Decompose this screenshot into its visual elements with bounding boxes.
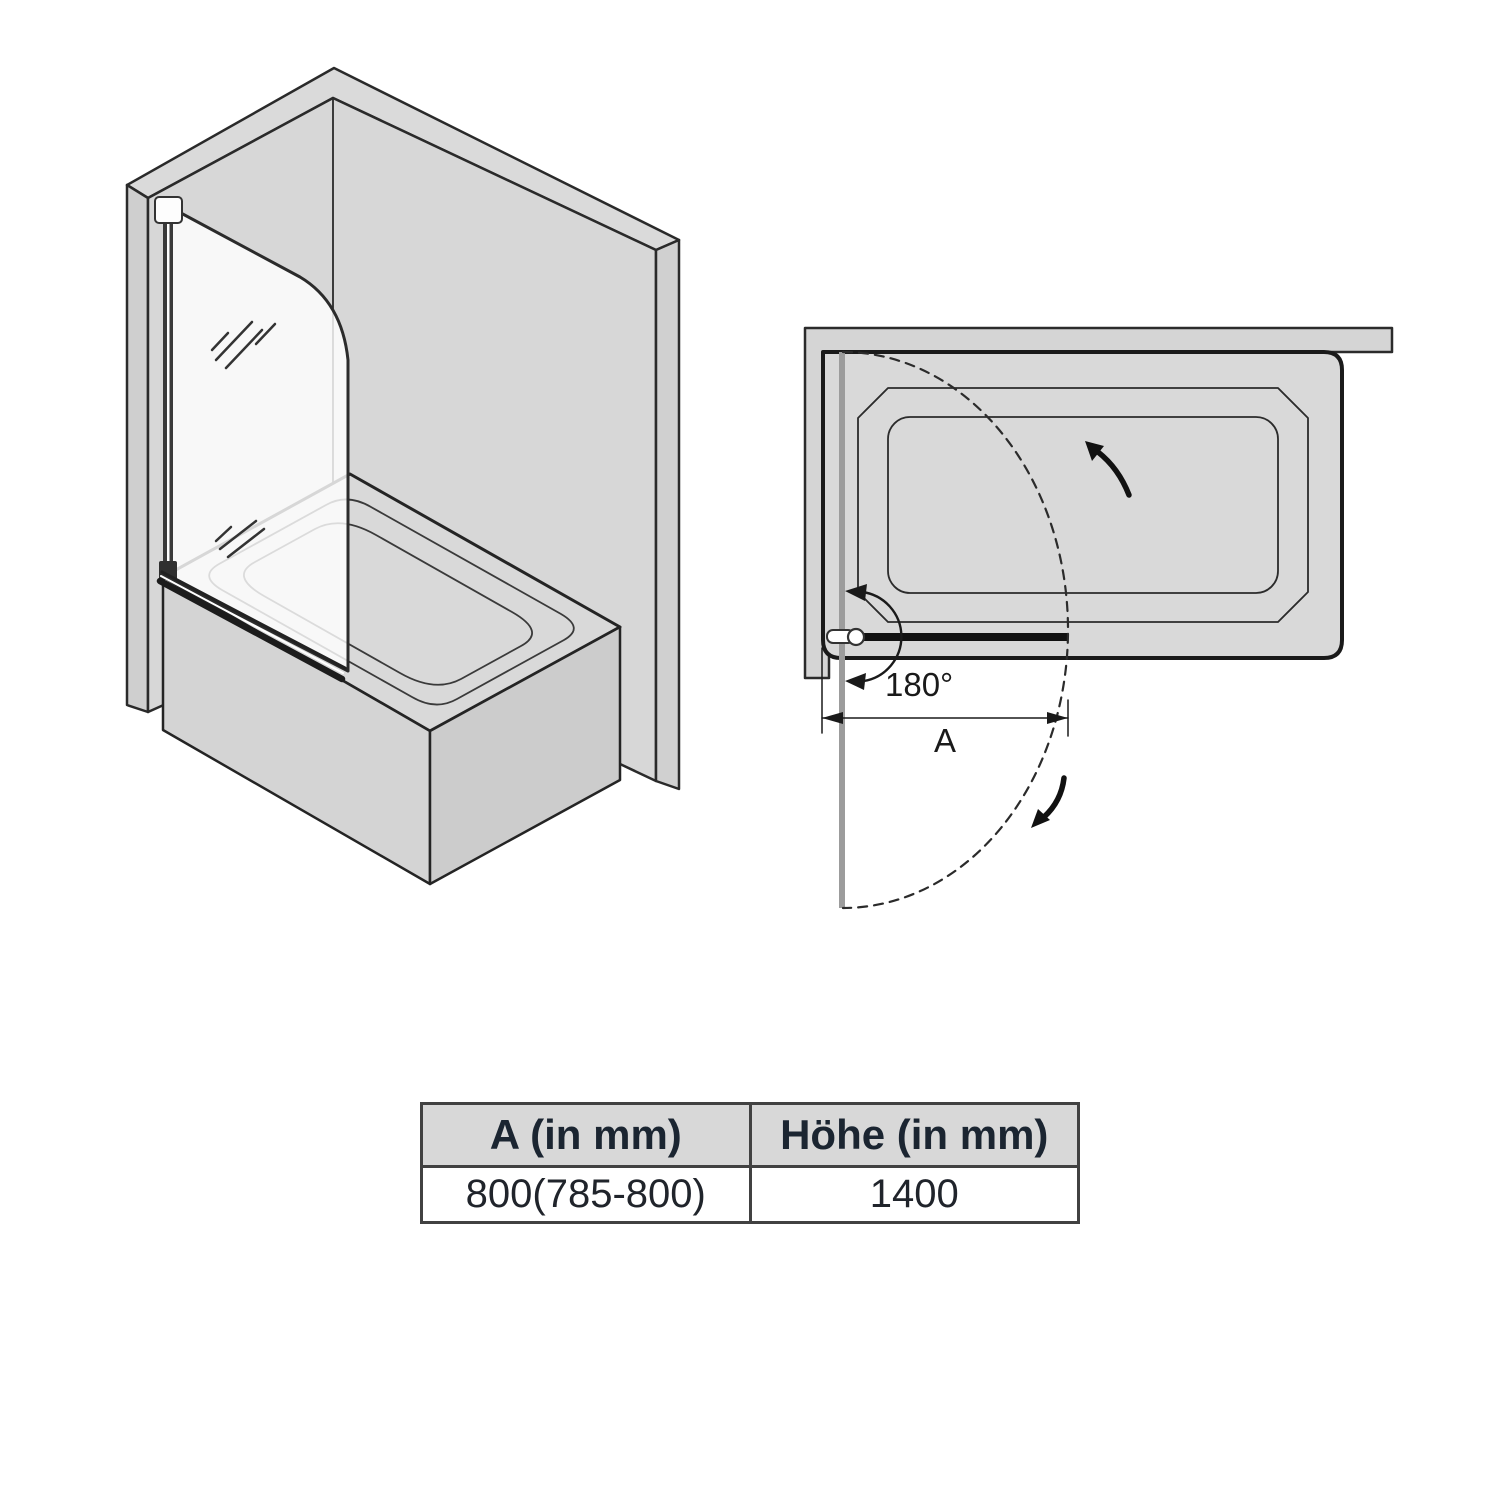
wall-right-face — [656, 240, 679, 789]
spec-table-header-row — [422, 1104, 1079, 1167]
spec-table — [420, 1102, 1080, 1224]
spec-table-value-row — [422, 1167, 1079, 1223]
angle-arrow-bottom-icon — [845, 673, 866, 690]
rotate-arrow-lower-icon — [1031, 778, 1064, 828]
spec-table-value-height: 1400 — [750, 1167, 1079, 1223]
spec-table-container — [420, 1102, 1080, 1224]
dim-arrow-left-icon — [822, 712, 843, 724]
plan-view — [805, 328, 1392, 908]
width-dimension-label: A — [933, 722, 957, 759]
hinge-cap-icon — [155, 197, 182, 223]
door-closed-position — [853, 633, 1068, 641]
spec-table-value-width: 800(785-800) — [422, 1167, 751, 1223]
spec-table-header-width: A (in mm) — [422, 1104, 751, 1167]
wall-left-face — [127, 185, 148, 712]
hinge-pin-icon — [848, 629, 864, 645]
plan-tub — [823, 352, 1342, 658]
wall-profile-highlight — [167, 207, 170, 576]
swing-angle-label: 180° — [885, 666, 954, 703]
spec-table-header-height: Höhe (in mm) — [750, 1104, 1079, 1167]
isometric-view — [127, 68, 679, 884]
